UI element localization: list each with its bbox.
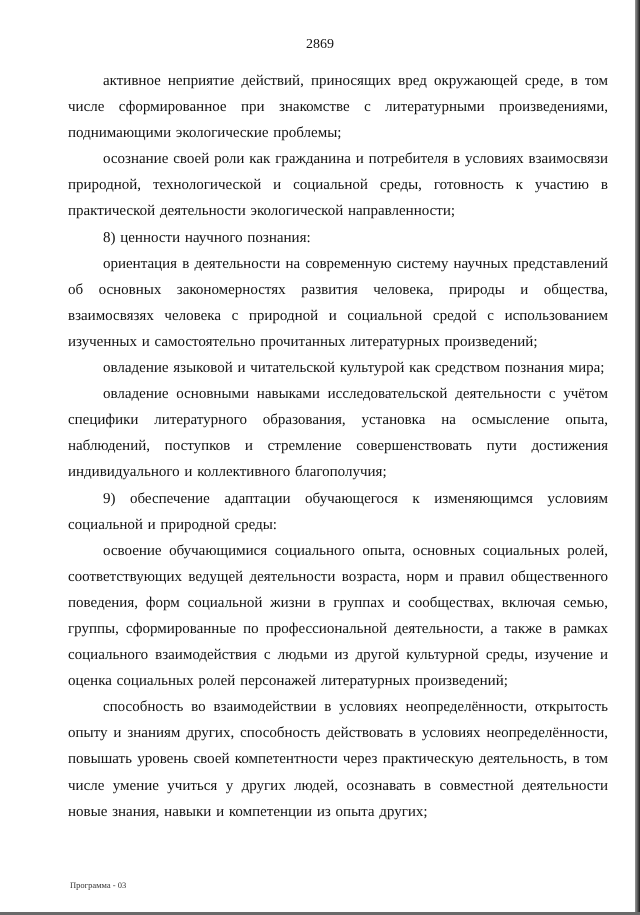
paragraph-4: ориентация в деятельности на современную систему научных представлений об основных закономерностях развития человека, природы и общества, взаимосвязях человека с природной и социальной средой с использованием изученных и самостоятельно прочитанных литературных произведений; — [68, 255, 608, 350]
paragraph-8: освоение обучающимися социального опыта, основных социальных ролей, соответствующих ведущей деятельности возраста, норм и правил общественного поведения, форм социальной жизни в группах и сообществах, включая семью, группы, сформированные по профессиональной деятельности, а также в рамках социального взаимодействия с людьми из другой культурной среды, изучение и оценка социальных ролей персонажей литературных произведений; — [68, 542, 608, 690]
document-body — [68, 68, 608, 825]
paragraph-1: активное неприятие действий, приносящих вред окружающей среде, в том числе сформированное при знакомстве с литературными произведениями, поднимающими экологические проблемы; — [68, 73, 608, 142]
paragraph-7: 9) обеспечение адаптации обучающегося к изменяющимся условиям социальной и природной среды: — [68, 490, 608, 533]
paragraph-5: овладение языковой и читательской культурой как средством познания мира; — [103, 360, 605, 377]
page-number: 2869 — [306, 37, 334, 52]
paragraph-3: 8) ценности научного познания: — [103, 229, 311, 246]
page-edge-shadow — [635, 0, 640, 915]
paragraph-2: осознание своей роли как гражданина и потребителя в условиях взаимосвязи природной, технологической и социальной среды, готовность к участию в практической деятельности экологической направленности; — [68, 151, 608, 220]
paragraph-6: овладение основными навыками исследовательской деятельности с учётом специфики литературного образования, установка на осмысление опыта, наблюдений, поступков и стремление совершенствовать пути достижения индивидуального и коллективного благополучия; — [68, 386, 608, 481]
footer-label: Программа - 03 — [70, 880, 127, 890]
paragraph-9: способность во взаимодействии в условиях неопределённости, открытость опыту и знаниям других, способность действовать в условиях неопределённости, повышать уровень своей компетентности через практическую деятельность, в том числе умение учиться у других людей, осознавать в совместной деятельности новые знания, навыки и компетенции из опыта других; — [68, 699, 608, 820]
